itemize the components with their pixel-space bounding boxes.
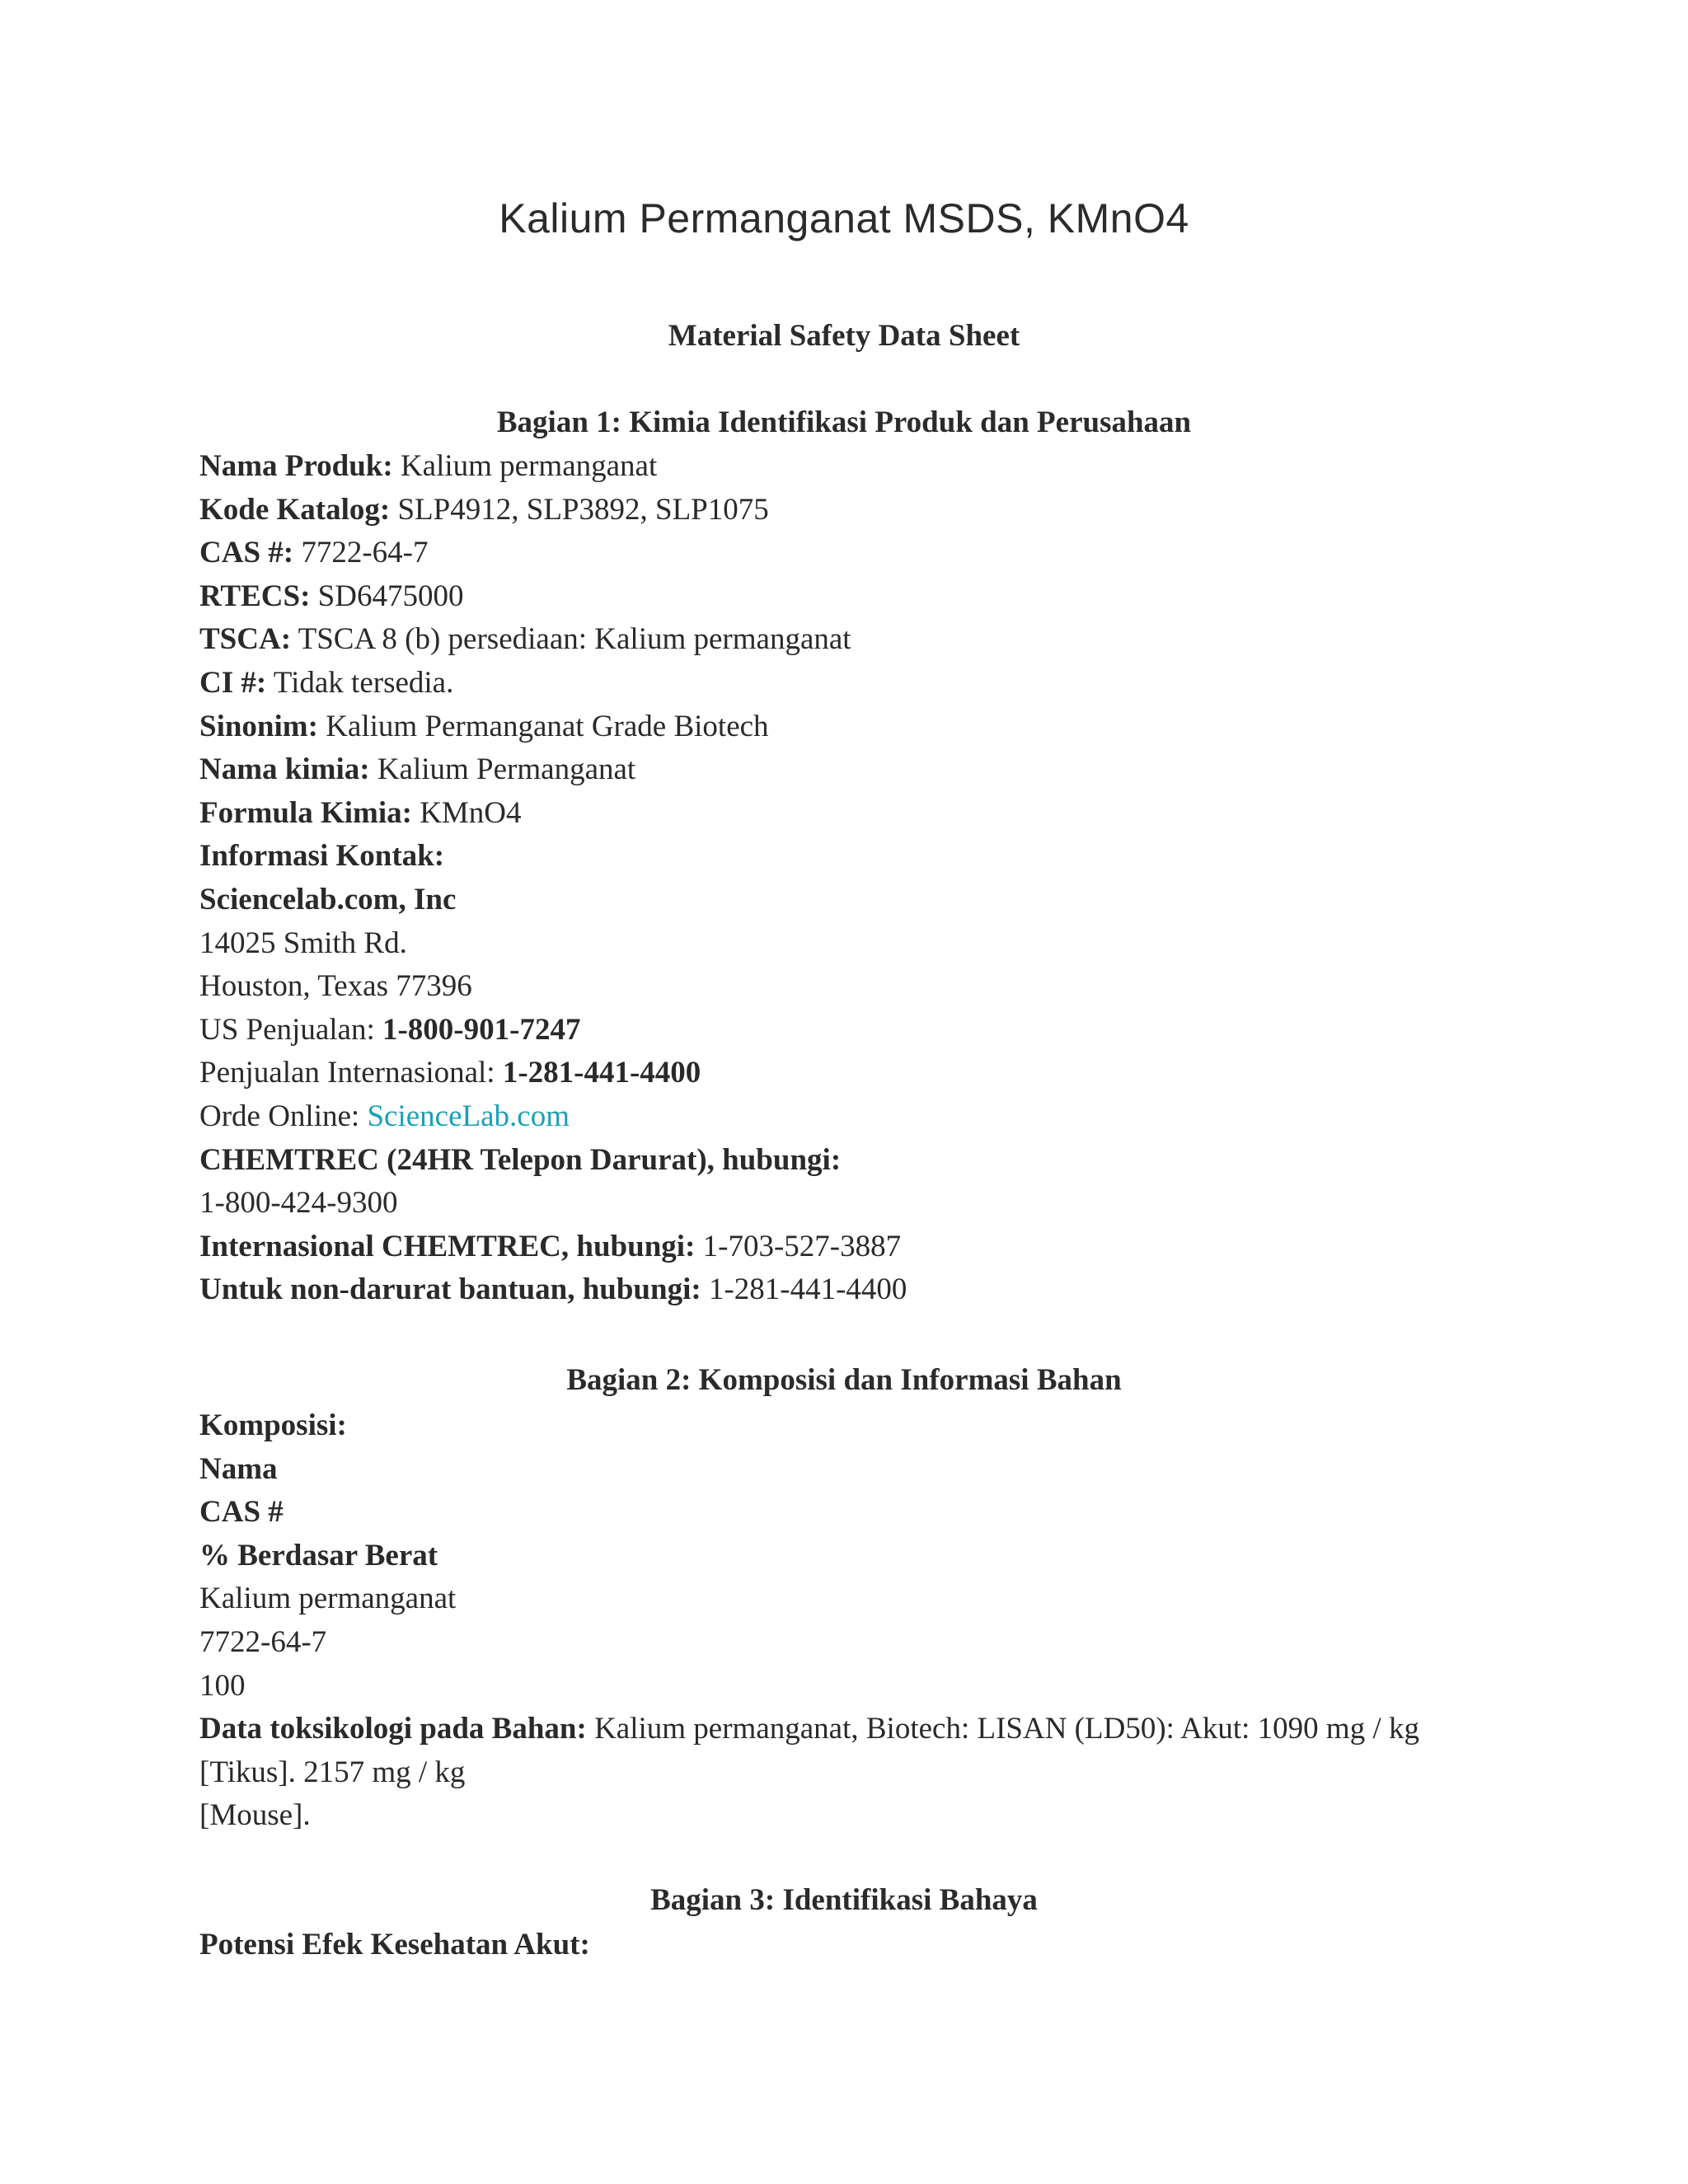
company-name: Sciencelab.com, Inc bbox=[199, 882, 457, 916]
document-title: Kalium Permanganat MSDS, KMnO4 bbox=[499, 195, 1189, 241]
toxicology-data-cont: [Mouse]. bbox=[199, 1798, 311, 1833]
section2-heading: Bagian 2: Komposisi dan Informasi Bahan bbox=[566, 1363, 1122, 1397]
intl-sales: Penjualan Internasional: 1-281-441-4400 bbox=[199, 1056, 701, 1090]
intl-chemtrec: Internasional CHEMTREC, hubungi: 1-703-527-3887 bbox=[199, 1229, 902, 1263]
chemtrec-number: 1-800-424-9300 bbox=[199, 1186, 398, 1221]
field-chemical-name: Nama kimia: Kalium Permanganat bbox=[199, 752, 636, 787]
acute-health-effects-label: Potensi Efek Kesehatan Akut: bbox=[199, 1928, 590, 1961]
field-rtecs: RTECS: SD6475000 bbox=[199, 579, 464, 613]
field-chemical-formula: Formula Kimia: KMnO4 bbox=[199, 795, 522, 830]
section3-heading: Bagian 3: Identifikasi Bahaya bbox=[650, 1883, 1038, 1917]
field-synonym: Sinonim: Kalium Permanganat Grade Biotech bbox=[199, 709, 769, 743]
non-emergency: Untuk non-darurat bantuan, hubungi: 1-281-441-4400 bbox=[199, 1272, 907, 1307]
field-cas: CAS #: 7722-64-7 bbox=[199, 536, 429, 570]
section3-content bbox=[199, 1924, 1502, 1967]
section1-heading: Bagian 1: Kimia Identifikasi Produk dan Perusahaan bbox=[496, 405, 1192, 439]
column-name-header: Nama bbox=[199, 1451, 278, 1486]
composition-row-weight: 100 bbox=[199, 1668, 246, 1703]
online-order: Orde Online: ScienceLab.com bbox=[199, 1099, 570, 1133]
column-cas-header: CAS # bbox=[199, 1495, 284, 1530]
composition-label: Komposisi: bbox=[199, 1408, 347, 1442]
field-tsca: TSCA: TSCA 8 (b) persediaan: Kalium permanganat bbox=[199, 622, 851, 657]
chemtrec-label: CHEMTREC (24HR Telepon Darurat), hubungi: bbox=[199, 1142, 842, 1177]
column-weight-header: % Berdasar Berat bbox=[199, 1538, 438, 1572]
composition-row-name: Kalium permanganat bbox=[199, 1582, 457, 1616]
composition-row-cas: 7722-64-7 bbox=[199, 1624, 327, 1659]
field-catalog-code: Kode Katalog: SLP4912, SLP3892, SLP1075 bbox=[199, 492, 769, 527]
address-line-1: 14025 Smith Rd. bbox=[199, 926, 407, 960]
us-sales: US Penjualan: 1-800-901-7247 bbox=[199, 1012, 581, 1047]
contact-label: Informasi Kontak: bbox=[199, 839, 445, 874]
field-ci: CI #: Tidak tersedia. bbox=[199, 665, 454, 700]
field-product-name: Nama Produk: Kalium permanganat bbox=[199, 449, 658, 483]
document-subtitle: Material Safety Data Sheet bbox=[668, 319, 1020, 353]
toxicology-data: Data toksikologi pada Bahan: Kalium permanganat, Biotech: LISAN (LD50): Akut: 1090 mg / kg [Tikus]. 2157 mg / kg bbox=[199, 1712, 1419, 1789]
sciencelab-link[interactable]: ScienceLab.com bbox=[367, 1099, 570, 1133]
section2-content bbox=[199, 1404, 1502, 1838]
section1-content bbox=[199, 445, 1502, 1312]
address-line-2: Houston, Texas 77396 bbox=[199, 969, 472, 1004]
